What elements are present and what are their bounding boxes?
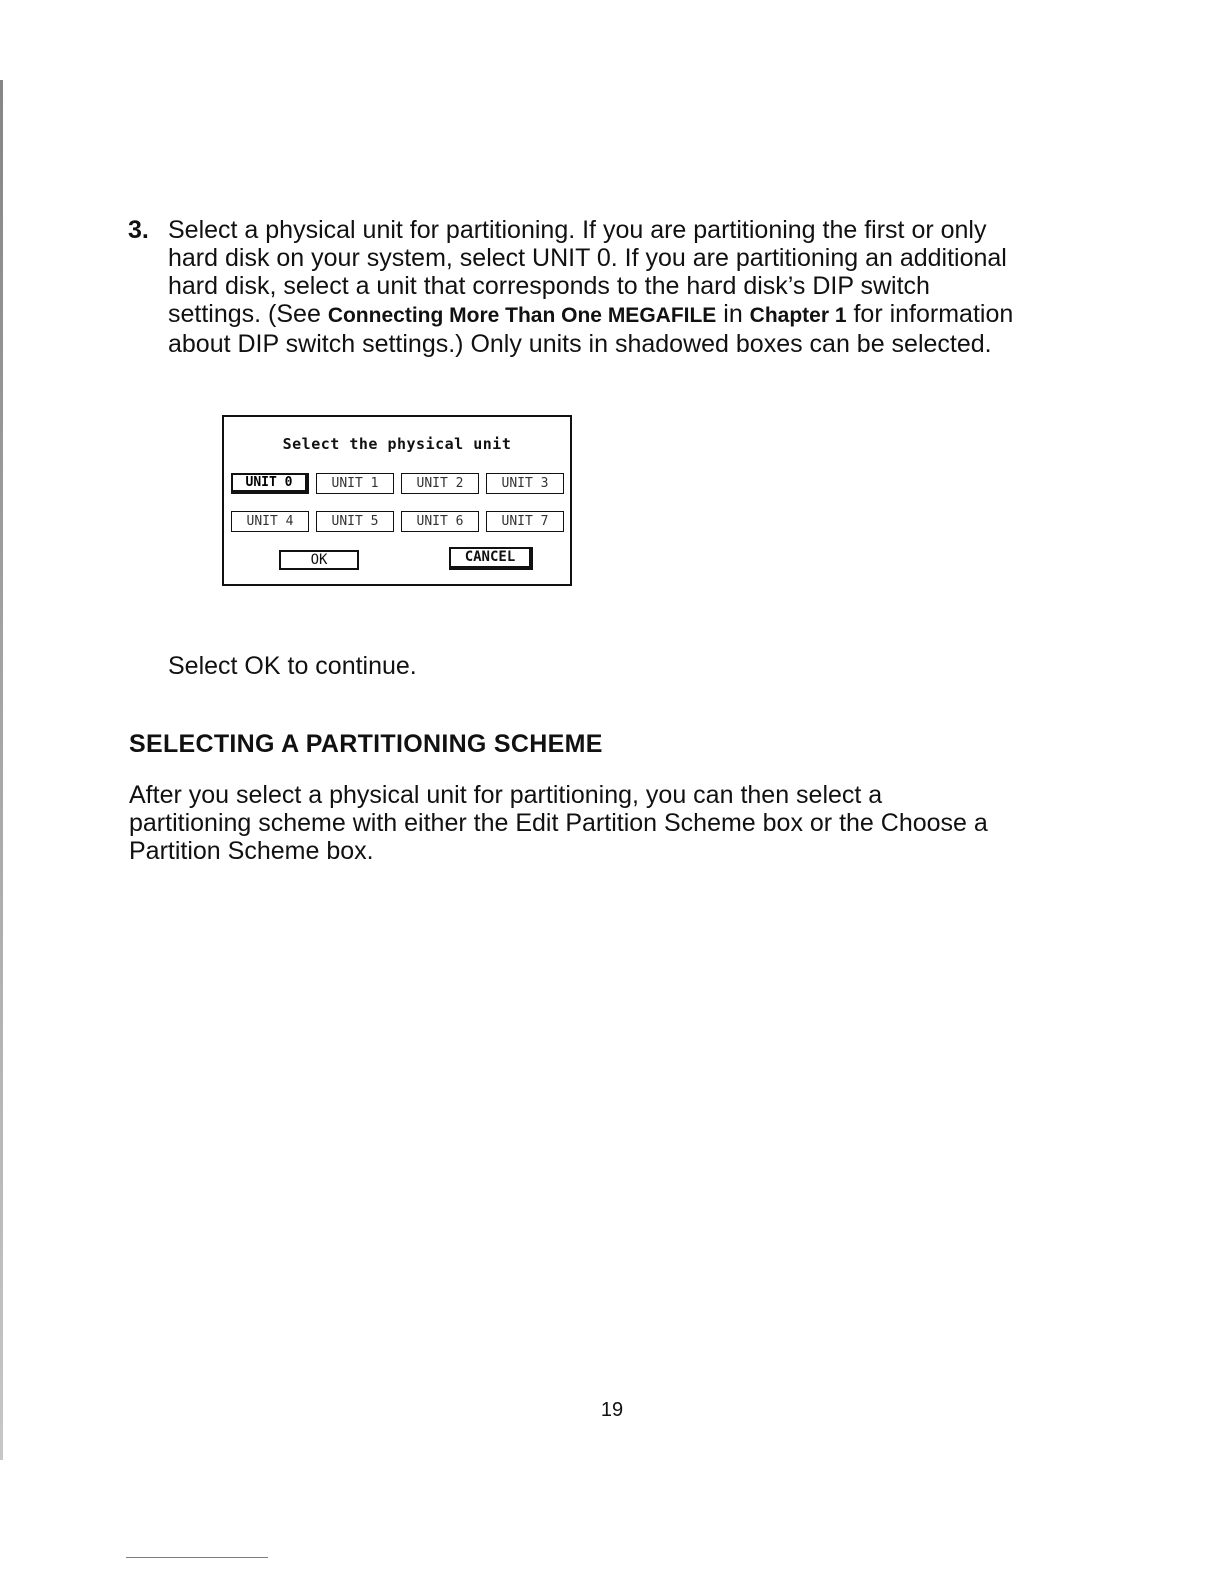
scan-edge-shadow xyxy=(0,80,3,1460)
reference-chapter: Chapter 1 xyxy=(749,304,847,327)
unit-1-button: UNIT 1 xyxy=(316,473,394,494)
step-text-part-3: for information about DIP switch settings.) Only units in shadowed boxes can be selected. xyxy=(168,300,1014,358)
ok-button[interactable]: OK xyxy=(279,550,359,570)
unit-4-button: UNIT 4 xyxy=(231,511,309,532)
select-physical-unit-dialog xyxy=(222,415,572,586)
reference-section: Connecting More Than One MEGAFILE xyxy=(327,304,717,327)
step-text-part-2: in xyxy=(716,300,750,328)
unit-7-button: UNIT 7 xyxy=(486,511,564,532)
unit-3-button: UNIT 3 xyxy=(486,473,564,494)
unit-2-button: UNIT 2 xyxy=(401,473,479,494)
dialog-title: Select the physical unit xyxy=(282,435,512,453)
step-text xyxy=(168,216,1028,358)
continue-instruction: Select OK to continue. xyxy=(168,652,417,680)
section-paragraph: After you select a physical unit for partitioning, you can then select a partitioning scheme with either the Edit Partition Scheme box or the Choose a Partition Scheme box. xyxy=(129,781,988,865)
unit-0-button[interactable]: UNIT 0 xyxy=(231,473,309,494)
section-heading: SELECTING A PARTITIONING SCHEME xyxy=(129,730,603,758)
unit-5-button: UNIT 5 xyxy=(316,511,394,532)
unit-6-button: UNIT 6 xyxy=(401,511,479,532)
step-text-part-1: Select a physical unit for partitioning. If you are partitioning the first or only hard disk on your system, select UNIT 0. If you are partitioning an additional hard disk, select a unit that corresponds to the hard disk’s DIP switch settings. (See xyxy=(168,216,1007,328)
page-number: 19 xyxy=(600,1399,624,1421)
cancel-button[interactable]: CANCEL xyxy=(449,547,533,570)
bottom-rule xyxy=(126,1557,268,1558)
step-number: 3. xyxy=(128,216,149,244)
